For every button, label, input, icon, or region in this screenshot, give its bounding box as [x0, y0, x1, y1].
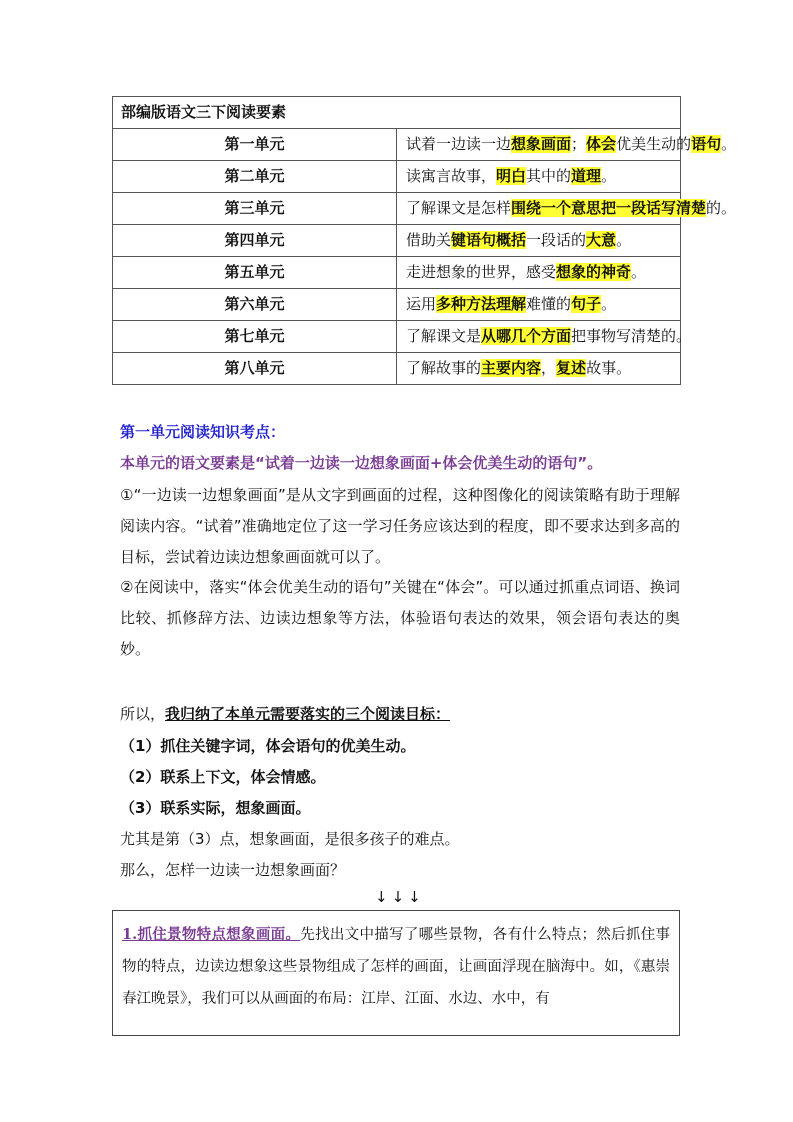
table-row: [113, 193, 681, 225]
summary-line: [120, 703, 450, 724]
highlighted-text: 围绕一个意思把一段话写清楚: [511, 199, 707, 217]
description-text: ；: [571, 135, 587, 153]
unit-description: [397, 257, 681, 289]
description-text: 走进想象的世界，感受: [406, 263, 557, 281]
description-text: 优美生动的: [616, 135, 692, 153]
unit-name: 第一单元: [113, 129, 397, 161]
description-text: 了解故事的: [406, 359, 482, 377]
table-row: [113, 321, 681, 353]
note-1: 尤其是第（3）点，想象画面，是很多孩子的难点。: [120, 830, 460, 848]
unit-description: [397, 289, 681, 321]
paragraph-1: ①“一边读一边想象画面”是从文字到画面的过程，这种图像化的阅读策略有助于理解阅读内容。“试着”准确地定位了这一学习任务应该达到的程度，即不要求达到多高的目标，尝试着边读边想象画面就可以了。: [120, 486, 680, 566]
highlighted-text: 主要内容: [481, 359, 542, 377]
unit-description: [397, 225, 681, 257]
method-body: 先找出文中描写了哪些景物，各有什么特点；然后抓住事物的特点，边读边想象这些景物组成了怎样的画面，让画面浮现在脑海中。如，《惠崇春江晚景》，我们可以从画面的布局：江岸、江面、水边、水中，有: [122, 927, 671, 1007]
description-text: 把事物写清楚的。: [571, 327, 692, 345]
goal-3: （3）联系实际，想象画面。: [120, 799, 311, 817]
unit-description: [397, 129, 737, 161]
unit-description: [397, 193, 737, 225]
unit-name: 第八单元: [113, 353, 397, 385]
section-title: 第一单元阅读知识考点：: [120, 423, 286, 441]
description-text: 。: [601, 167, 617, 185]
description-text: 的。: [706, 199, 737, 217]
description-text: 故事。: [586, 359, 632, 377]
highlighted-text: 从哪几个方面: [481, 327, 572, 345]
highlighted-text: 大意: [586, 231, 617, 249]
paragraph-2: ②在阅读中，落实“体会优美生动的语句”关键在“体会”。可以通过抓重点词语、换词比较、抓修辞方法、边读边想象等方法，体验语句表达的效果，领会语句表达的奥妙。: [120, 578, 680, 658]
highlighted-text: 键语句概括: [451, 231, 527, 249]
goal-2: （2）联系上下文，体会情感。: [120, 768, 326, 786]
unit-description: [397, 353, 681, 385]
down-arrows-icon: ↓↓↓: [375, 888, 425, 906]
table-title-row: [113, 97, 681, 129]
note-2: 那么，怎样一边读一边想象画面？: [120, 861, 346, 879]
table-title: 部编版语文三下阅读要素: [113, 97, 681, 129]
description-text: 了解课文是: [406, 327, 482, 345]
unit-name: 第六单元: [113, 289, 397, 321]
unit-name: 第三单元: [113, 193, 397, 225]
highlighted-text: 体会: [586, 135, 617, 153]
highlighted-text: 复述: [556, 359, 587, 377]
highlighted-text: 道理: [571, 167, 602, 185]
method-box: [112, 910, 680, 1036]
description-text: 一段话的: [526, 231, 587, 249]
method-paragraph: [113, 911, 679, 1015]
table-row: [113, 161, 681, 193]
highlighted-text: 想象的神奇: [556, 263, 632, 281]
description-text: 其中的: [526, 167, 572, 185]
goal-1: （1）抓住关键字词，体会语句的优美生动。: [120, 737, 416, 755]
unit-name: 第七单元: [113, 321, 397, 353]
description-text: ，: [541, 359, 557, 377]
highlighted-text: 明白: [496, 167, 527, 185]
description-text: 。: [631, 263, 647, 281]
reading-elements-table: [112, 96, 737, 385]
highlighted-text: 句子: [571, 295, 602, 313]
table-row: [113, 225, 681, 257]
unit-name: 第四单元: [113, 225, 397, 257]
table-row: [113, 257, 681, 289]
summary-prefix: 所以，: [120, 705, 166, 723]
highlighted-text: 语句: [691, 135, 722, 153]
description-text: 借助关: [406, 231, 452, 249]
highlighted-text: 想象画面: [511, 135, 572, 153]
description-text: 难懂的: [526, 295, 572, 313]
unit-name: 第二单元: [113, 161, 397, 193]
method-heading: 1.抓住景物特点想象画面。: [122, 926, 301, 943]
description-text: 。: [601, 295, 617, 313]
table-row: [113, 353, 681, 385]
description-text: 运用: [406, 295, 437, 313]
description-text: 。: [721, 135, 737, 153]
description-text: 。: [616, 231, 632, 249]
unit-description: [397, 321, 692, 353]
section-subtitle: 本单元的语文要素是“试着一边读一边想象画面+体会优美生动的语句”。: [120, 454, 603, 472]
unit-description: [397, 161, 681, 193]
description-text: 试着一边读一边: [406, 135, 512, 153]
highlighted-text: 多种方法理解: [436, 295, 527, 313]
table-row: [113, 289, 681, 321]
table-row: [113, 129, 681, 161]
description-text: 读寓言故事，: [406, 167, 497, 185]
summary-underlined: 我归纳了本单元需要落实的三个阅读目标：: [165, 705, 451, 723]
description-text: 了解课文是怎样: [406, 199, 512, 217]
unit-name: 第五单元: [113, 257, 397, 289]
